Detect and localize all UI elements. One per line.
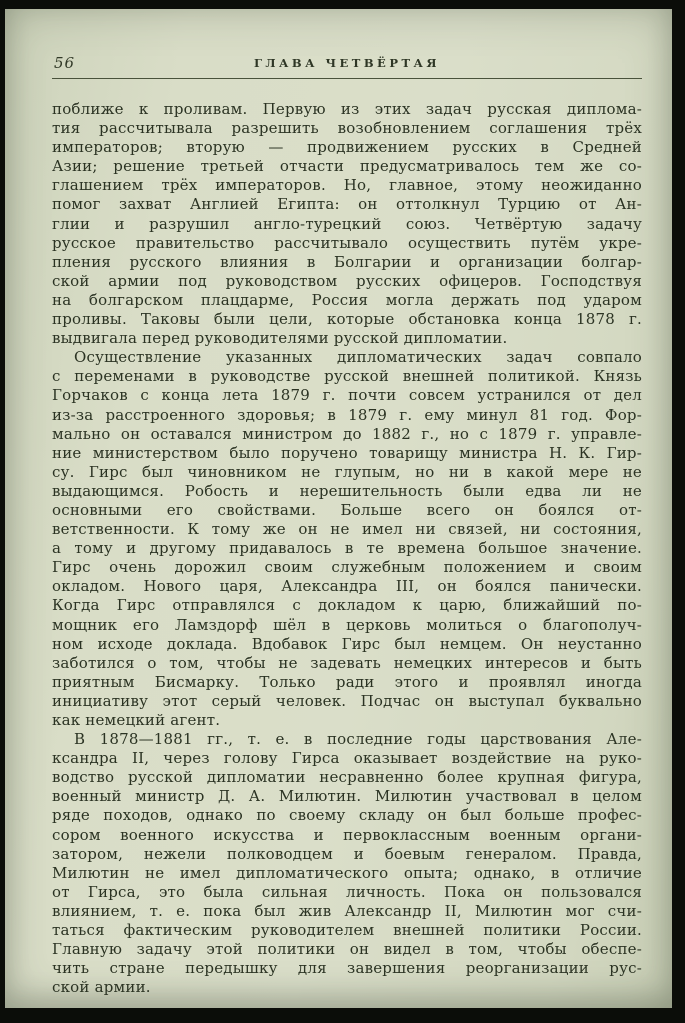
text-line: мально он оставался министром до 1882 г., но с 1879 г. управле- [52, 424, 642, 443]
text-line: су. Гирс был чиновником не глупым, но ни в какой мере не [52, 462, 642, 481]
text-line: из-за расстроенного здоровья; в 1879 г. ему минул 81 год. Фор- [52, 405, 642, 424]
text-line: поближе к проливам. Первую из этих задач русская диплома- [52, 100, 642, 118]
text-line: на болгарском плацдарме, Россия могла держать под ударом [52, 290, 642, 309]
text-line: ксандра II, через голову Гирса оказывает воздействие на руко- [52, 749, 642, 768]
text-line: как немецкий агент. [52, 711, 221, 729]
text-line: Главную задачу этой политики он видел в том, чтобы обеспе- [52, 940, 642, 959]
page [5, 9, 672, 1008]
text-line: затором, нежели полководцем и боевым генералом. Правда, [52, 844, 642, 863]
text-line: ской армии. [52, 978, 151, 997]
text-line: Горчаков с конца лета 1879 г. почти совсем устранился от дел [52, 386, 642, 405]
page-header [52, 53, 642, 72]
text-line: глашением трёх императоров. Но, главное, этому неожиданно [52, 176, 642, 195]
text-line: глии и разрушил англо-турецкий союз. Четвёртую задачу [52, 214, 642, 233]
text-line: Когда Гирс отправлялся с докладом к царю, ближайший по- [52, 596, 642, 615]
text-line: императоров; вторую — продвижением русских в Средней [52, 138, 642, 157]
running-header: ГЛАВА ЧЕТВЁРТАЯ [253, 56, 441, 70]
text-line: Азии; решение третьей отчасти предусматривалось тем же со- [52, 157, 642, 176]
text-line: пления русского влияния в Болгарии и организации болгар- [52, 252, 642, 271]
text-line: водство русской дипломатии несравненно более крупная фигура, [52, 768, 642, 787]
text-line: Осуществление указанных дипломатических задач совпало [74, 348, 642, 367]
text-line: а тому и другому придавалось в те времена большое значение. [52, 539, 642, 558]
text-line: ном исходе доклада. Вдобавок Гирс был немцем. Он неустанно [52, 634, 642, 653]
text-line: заботился о том, чтобы не задевать немецких интересов и быть [52, 653, 642, 672]
page-inner [52, 9, 642, 1008]
text-line: Милютин не имел дипломатического опыта; однако, в отличие [52, 863, 642, 882]
text-line: Гирс очень дорожил своим служебным положением и своим [52, 558, 642, 577]
text-line: влиянием, т. е. пока был жив Александр II, Милютин мог счи- [52, 901, 642, 920]
page-number: 56 [54, 54, 76, 72]
text-line: помог захват Англией Египта: он оттолкнул Турцию от Ан- [52, 195, 642, 214]
text-line: ряде походов, однако по своему складу он был больше профес- [52, 806, 642, 825]
text-line: русское правительство рассчитывало осуществить путём укре- [52, 233, 642, 252]
text-line: окладом. Нового царя, Александра III, он боялся панически. [52, 577, 642, 596]
header-rule [52, 78, 642, 79]
text-line: основными его свойствами. Больше всего он боялся от- [52, 500, 642, 519]
body-text [52, 100, 642, 997]
text-line: В 1878—1881 гг., т. е. в последние годы царствования Але- [74, 730, 642, 749]
text-line: ние министерством было поручено товарищу министра Н. К. Гир- [52, 443, 642, 462]
text-line: выдающимся. Робость и нерешительность были едва ли не [52, 481, 642, 500]
text-line: таться фактическим руководителем внешней политики России. [52, 921, 642, 940]
text-line: военный министр Д. А. Милютин. Милютин участвовал в целом [52, 787, 642, 806]
text-line: проливы. Таковы были цели, которые обстановка конца 1878 г. [52, 310, 642, 329]
text-line: чить стране передышку для завершения реорганизации рус- [52, 959, 642, 978]
text-line: инициативу этот серый человек. Подчас он выступал буквально [52, 691, 642, 710]
text-line: сором военного искусства и первоклассным военным органи- [52, 825, 642, 844]
text-line: от Гирса, это была сильная личность. Пока он пользовался [52, 882, 642, 901]
text-line: ветственности. К тому же он не имел ни связей, ни состояния, [52, 520, 642, 539]
text-line: выдвигала перед руководителями русской дипломатии. [52, 329, 508, 348]
text-line: ской армии под руководством русских офицеров. Господствуя [52, 271, 642, 290]
text-line: тия рассчитывала разрешить возобновлением соглашения трёх [52, 119, 642, 138]
text-line: приятным Бисмарку. Только ради этого и проявлял иногда [52, 672, 642, 691]
text-line: с переменами в руководстве русской внешней политикой. Князь [52, 367, 642, 386]
text-line: мощник его Ламздорф шёл в церковь молиться о благополуч- [52, 615, 642, 634]
